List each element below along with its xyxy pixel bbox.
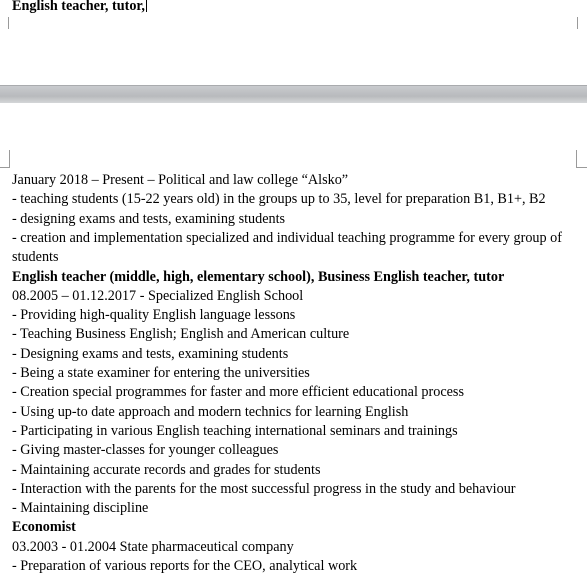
- crop-mark-top-right: [577, 17, 586, 29]
- text-cursor: [146, 0, 147, 12]
- text-line[interactable]: - Being a state examiner for entering the universities: [12, 365, 310, 381]
- text-line[interactable]: - creation and implementation specialized and individual teaching programme for every group of: [12, 229, 562, 246]
- text-line[interactable]: students: [12, 249, 59, 266]
- text-line[interactable]: - Interaction with the parents for the most successful progress in the study and behaviour: [12, 480, 516, 497]
- crop-mark-top-left: [0, 17, 9, 29]
- text-line[interactable]: - Preparation of various reports for the CEO, analytical work: [12, 558, 358, 574]
- text-line[interactable]: - Creation special programmes for faster and more efficient educational process: [12, 384, 464, 401]
- text-line[interactable]: - Providing high-quality English language lessons: [12, 307, 296, 324]
- text-line[interactable]: 08.2005 – 01.12.2017 - Specialized English School: [12, 287, 304, 304]
- text-line[interactable]: - Teaching Business English; English and American culture: [12, 326, 350, 343]
- text-line[interactable]: - teaching students (15-22 years old) in the groups up to 35, level for preparation B1, B1+, B2: [12, 191, 546, 208]
- page-separator: [0, 85, 587, 104]
- document-page-top[interactable]: [0, 0, 587, 85]
- text-line[interactable]: - Using up-to date approach and modern technics for learning English: [12, 403, 409, 420]
- section-heading[interactable]: English teacher (middle, high, elementary school), Business English teacher, tutor: [12, 268, 505, 285]
- page-heading-text[interactable]: English teacher, tutor,: [12, 0, 147, 16]
- text-line[interactable]: 03.2003 - 01.2004 State pharmaceutical company: [12, 538, 294, 555]
- crop-mark-bottom-left: [0, 150, 10, 168]
- text-line[interactable]: - Maintaining accurate records and grades for students: [12, 461, 321, 478]
- text-line[interactable]: January 2018 – Present – Political and law college “Alsko”: [12, 172, 349, 188]
- text-line[interactable]: - Maintaining discipline: [12, 500, 149, 517]
- text-line[interactable]: - Designing exams and tests, examining students: [12, 345, 289, 362]
- text-line[interactable]: - designing exams and tests, examining students: [12, 210, 286, 227]
- crop-mark-bottom-right: [576, 150, 587, 168]
- section-heading[interactable]: Economist: [12, 519, 76, 536]
- text-line[interactable]: - Giving master-classes for younger colleagues: [12, 442, 279, 459]
- text-line[interactable]: - Participating in various English teaching international seminars and trainings: [12, 422, 458, 439]
